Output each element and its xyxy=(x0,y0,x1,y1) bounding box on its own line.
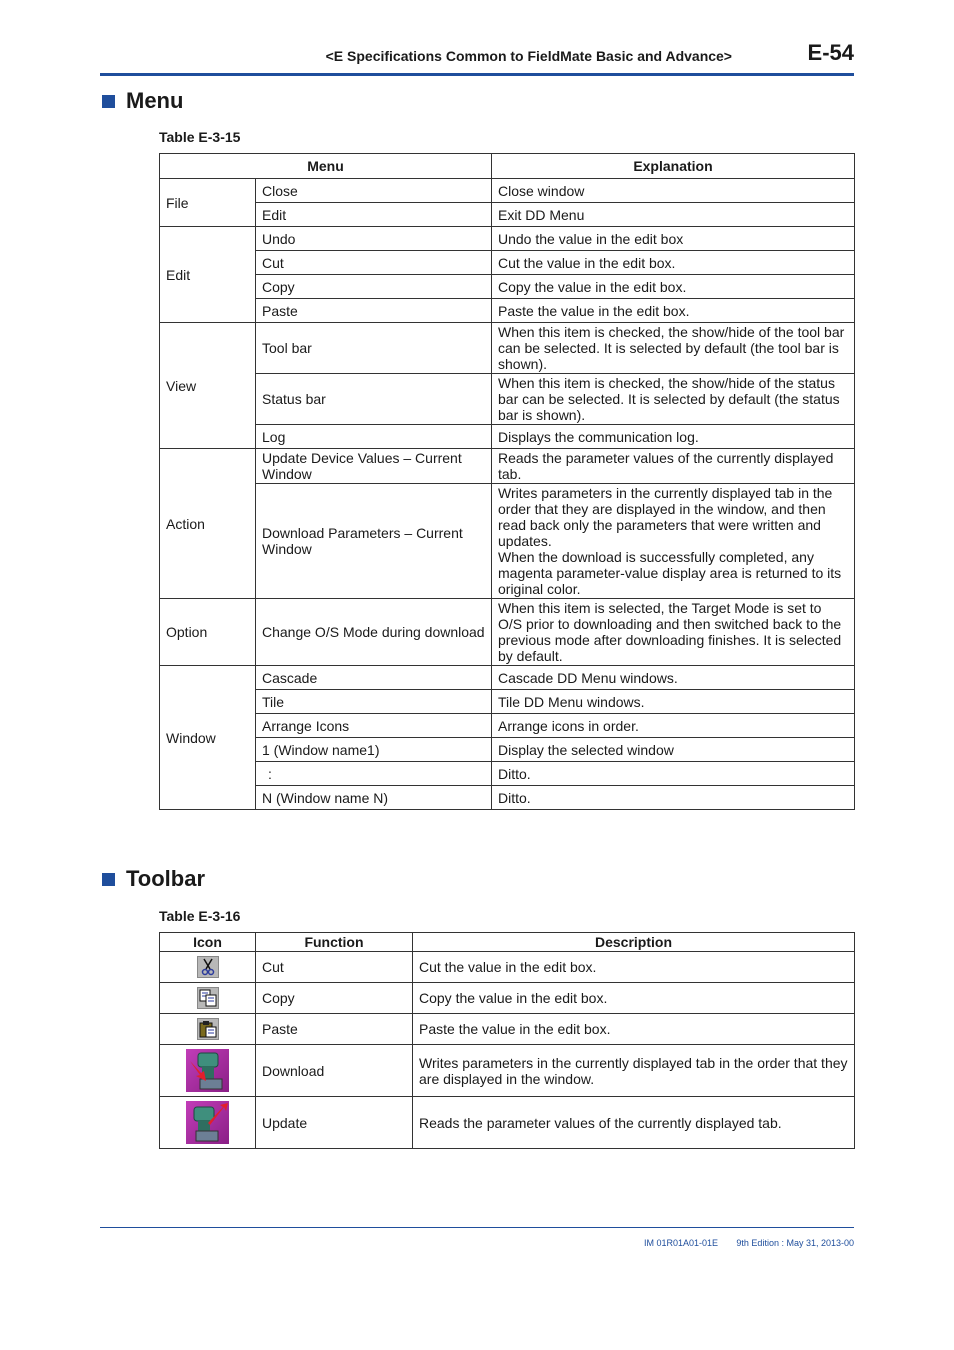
menu-item: Download Parameters – Current Window xyxy=(256,484,492,599)
table-row xyxy=(160,714,855,738)
table-row xyxy=(160,1014,855,1045)
column-header-explanation: Explanation xyxy=(492,154,855,179)
menu-table-caption: Table E-3-15 xyxy=(159,129,241,145)
menu-item: Update Device Values – Current Window xyxy=(256,449,492,484)
table-row xyxy=(160,299,855,323)
toolbar-section-heading xyxy=(102,866,205,892)
menu-group-action: Action xyxy=(160,449,256,599)
table-row xyxy=(160,690,855,714)
table-row xyxy=(160,374,855,425)
paste-icon xyxy=(197,1018,219,1040)
page-number: E-54 xyxy=(807,40,854,65)
download-icon xyxy=(186,1049,229,1092)
menu-item: 1 (Window name1) xyxy=(256,738,492,762)
menu-explanation: Cut the value in the edit box. xyxy=(492,251,855,275)
section-square-icon xyxy=(102,95,115,108)
menu-section-heading xyxy=(102,88,183,114)
menu-explanation: Ditto. xyxy=(492,786,855,810)
column-header-icon: Icon xyxy=(160,933,256,952)
toolbar-heading-text: Toolbar xyxy=(126,866,206,891)
menu-explanation: Cascade DD Menu windows. xyxy=(492,666,855,690)
table-row xyxy=(160,227,855,251)
menu-explanation: When this item is selected, the Target Mode is set to O/S prior to downloading and then switched back to the previous mode after downloading finishes. It is selected by default. xyxy=(492,599,855,666)
menu-explanation: When this item is checked, the show/hide of the status bar can be selected. It is selected by default (the status bar is shown). xyxy=(492,374,855,425)
menu-item: Status bar xyxy=(256,374,492,425)
menu-group-edit: Edit xyxy=(160,227,256,323)
table-row xyxy=(160,762,855,786)
column-header-description: Description xyxy=(413,933,855,952)
menu-item: Arrange Icons xyxy=(256,714,492,738)
menu-explanation: Reads the parameter values of the currently displayed tab. xyxy=(492,449,855,484)
menu-explanation: Tile DD Menu windows. xyxy=(492,690,855,714)
menu-item: Close xyxy=(256,179,492,203)
menu-explanation: Displays the communication log. xyxy=(492,425,855,449)
table-row xyxy=(160,484,855,599)
menu-item: Log xyxy=(256,425,492,449)
table-row xyxy=(160,425,855,449)
table-row xyxy=(160,323,855,374)
footer-rule xyxy=(100,1227,854,1228)
header-rule xyxy=(100,73,854,76)
menu-explanation: Copy the value in the edit box. xyxy=(492,275,855,299)
menu-item: N (Window name N) xyxy=(256,786,492,810)
menu-explanation: Close window xyxy=(492,179,855,203)
menu-explanation-part: When the download is successfully completed, any magenta parameter-value display area is returned to its original color. xyxy=(498,549,842,597)
table-row xyxy=(160,1097,855,1149)
icon-cell xyxy=(160,1014,256,1045)
menu-explanation: Undo the value in the edit box xyxy=(492,227,855,251)
menu-explanation: When this item is checked, the show/hide of the tool bar can be selected. It is selected by default (the tool bar is shown). xyxy=(492,323,855,374)
menu-group-view: View xyxy=(160,323,256,449)
menu-group-option: Option xyxy=(160,599,256,666)
toolbar-description: Reads the parameter values of the currently displayed tab. xyxy=(413,1097,855,1149)
table-row xyxy=(160,738,855,762)
menu-item: Edit xyxy=(256,203,492,227)
toolbar-table xyxy=(159,932,855,1149)
menu-group-window: Window xyxy=(160,666,256,810)
icon-cell xyxy=(160,1045,256,1097)
menu-explanation-part: Writes parameters in the currently displayed tab in the order that they are displayed in the window, and then read back only the parameters that were written and updates. xyxy=(498,485,833,549)
menu-explanation: Paste the value in the edit box. xyxy=(492,299,855,323)
update-icon xyxy=(186,1101,229,1144)
section-square-icon xyxy=(102,873,115,886)
toolbar-function: Copy xyxy=(256,983,413,1014)
table-row xyxy=(160,599,855,666)
toolbar-function: Cut xyxy=(256,952,413,983)
menu-explanation: Arrange icons in order. xyxy=(492,714,855,738)
toolbar-function: Download xyxy=(256,1045,413,1097)
icon-cell xyxy=(160,952,256,983)
table-row xyxy=(160,786,855,810)
menu-item: Cascade xyxy=(256,666,492,690)
table-row xyxy=(160,983,855,1014)
table-row xyxy=(160,179,855,203)
menu-group-file: File xyxy=(160,179,256,227)
toolbar-function: Update xyxy=(256,1097,413,1149)
menu-explanation: Display the selected window xyxy=(492,738,855,762)
table-row xyxy=(160,449,855,484)
column-header-menu: Menu xyxy=(160,154,492,179)
menu-item: Undo xyxy=(256,227,492,251)
menu-item: Tool bar xyxy=(256,323,492,374)
menu-explanation xyxy=(492,484,855,599)
column-header-function: Function xyxy=(256,933,413,952)
menu-heading-text: Menu xyxy=(126,88,184,113)
table-row xyxy=(160,1045,855,1097)
table-row xyxy=(160,952,855,983)
table-row xyxy=(160,251,855,275)
toolbar-description: Paste the value in the edit box. xyxy=(413,1014,855,1045)
footer-document-id: IM 01R01A01-01E xyxy=(643,1238,718,1248)
menu-explanation: Ditto. xyxy=(492,762,855,786)
toolbar-function: Paste xyxy=(256,1014,413,1045)
table-row xyxy=(160,275,855,299)
menu-explanation: Exit DD Menu xyxy=(492,203,855,227)
menu-item: : xyxy=(256,762,492,786)
menu-item: Tile xyxy=(256,690,492,714)
menu-item: Cut xyxy=(256,251,492,275)
toolbar-table-caption: Table E-3-16 xyxy=(159,908,241,924)
menu-item: Change O/S Mode during download xyxy=(256,599,492,666)
toolbar-description: Cut the value in the edit box. xyxy=(413,952,855,983)
menu-item: Paste xyxy=(256,299,492,323)
table-row xyxy=(160,666,855,690)
icon-cell xyxy=(160,1097,256,1149)
menu-item: Copy xyxy=(256,275,492,299)
copy-icon xyxy=(197,987,219,1009)
footer-edition: 9th Edition : May 31, 2013-00 xyxy=(736,1238,854,1248)
toolbar-description: Writes parameters in the currently displayed tab in the order that they are displayed in the window. xyxy=(413,1045,855,1097)
scissors-icon xyxy=(197,956,219,978)
running-header: <E Specifications Common to FieldMate Basic and Advance> xyxy=(325,48,732,64)
icon-cell xyxy=(160,983,256,1014)
toolbar-description: Copy the value in the edit box. xyxy=(413,983,855,1014)
menu-table xyxy=(159,153,855,810)
table-row xyxy=(160,203,855,227)
